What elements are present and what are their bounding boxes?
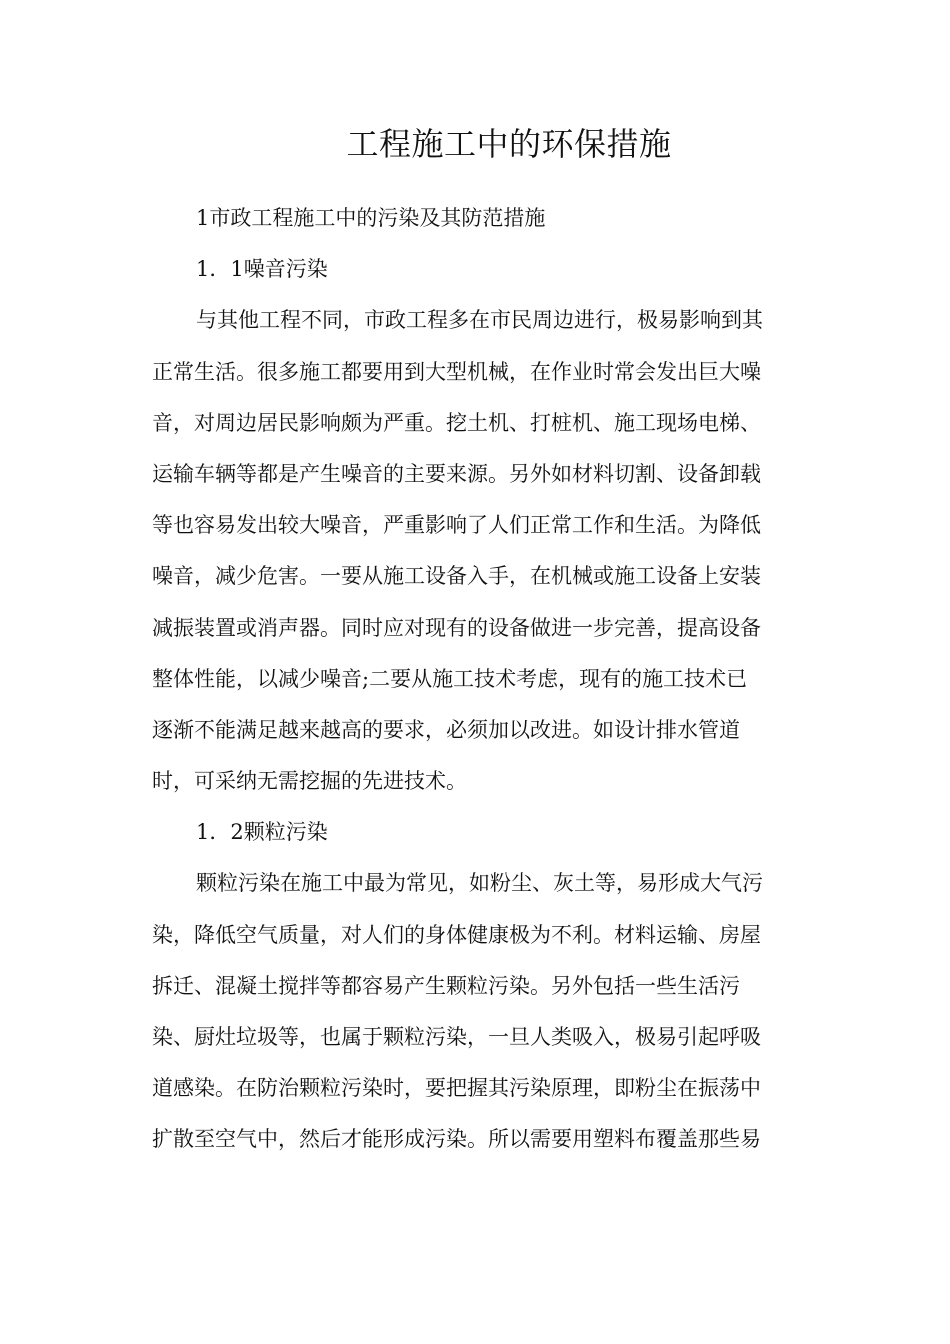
document-body	[152, 193, 802, 1166]
paragraph-line: 时，可采纳无需挖掘的先进技术。	[152, 769, 467, 794]
paragraph-line: 减振装置或消声器。同时应对现有的设备做进一步完善，提高设备	[152, 615, 761, 640]
paragraph-line: 正常生活。很多施工都要用到大型机械，在作业时常会发出巨大噪	[152, 359, 761, 384]
paragraph-line: 拆迁、混凝土搅拌等都容易产生颗粒污染。另外包括一些生活污	[152, 973, 740, 998]
section-heading-1: 1市政工程施工中的污染及其防范措施	[196, 206, 546, 230]
paragraph-line: 染、厨灶垃圾等，也属于颗粒污染，一旦人类吸入，极易引起呼吸	[152, 1025, 761, 1049]
paragraph-line: 运输车辆等都是产生噪音的主要来源。另外如材料切割、设备卸载	[152, 461, 761, 486]
document-title: 工程施工中的环保措施	[346, 125, 672, 163]
paragraph-line: 颗粒污染在施工中最为常见，如粉尘、灰土等，易形成大气污	[196, 871, 763, 896]
paragraph-line: 等也容易发出较大噪音，严重影响了人们正常工作和生活。为降低	[152, 513, 761, 538]
paragraph-line: 逐渐不能满足越来越高的要求，必须加以改进。如设计排水管道	[152, 717, 740, 742]
paragraph-line: 噪音，减少危害。一要从施工设备入手，在机械或施工设备上安装	[152, 564, 761, 589]
paragraph-line: 染，降低空气质量，对人们的身体健康极为不利。材料运输、房屋	[152, 922, 761, 947]
paragraph-line: 音，对周边居民影响颇为严重。挖土机、打桩机、施工现场电梯、	[152, 410, 761, 435]
subsection-heading-1-1: 1．1噪音污染	[196, 257, 328, 282]
paragraph-line: 与其他工程不同，市政工程多在市民周边进行，极易影响到其	[196, 308, 763, 333]
paragraph-line: 整体性能，以减少噪音;二要从施工技术考虑，现有的施工技术已	[152, 666, 748, 691]
paragraph-line: 道感染。在防治颗粒污染时，要把握其污染原理，即粉尘在振荡中	[152, 1076, 761, 1101]
subsection-heading-1-2: 1．2颗粒污染	[196, 820, 328, 845]
paragraph-line: 扩散至空气中，然后才能形成污染。所以需要用塑料布覆盖那些易	[152, 1127, 761, 1152]
